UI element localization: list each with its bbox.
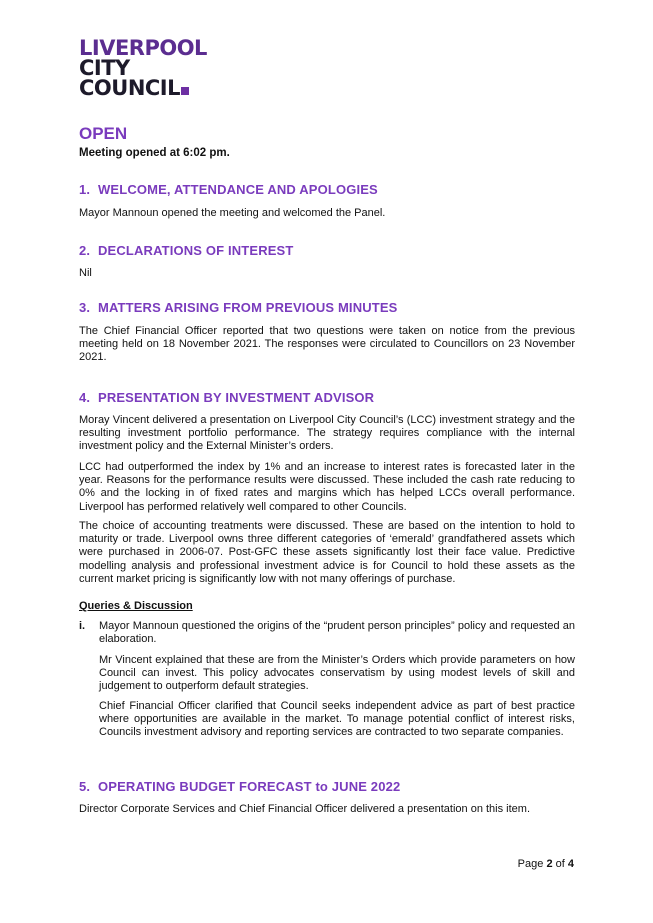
section-2-text: Nil <box>79 267 92 279</box>
section-2-heading: 2. DECLARATIONS OF INTEREST <box>79 243 294 258</box>
query-i-paragraph-2: Mr Vincent explained that these are from the Minister’s Orders which provide parameters on how Council can invest. This policy advocates conservatism by using modest levels of skill and judgement to outperform default strategies. <box>99 654 575 693</box>
query-i-paragraph-1: Mayor Mannoun questioned the origins of the “prudent person principles” policy and requested an elaboration. <box>99 620 575 646</box>
section-1-text: Mayor Mannoun opened the meeting and welcomed the Panel. <box>79 207 386 219</box>
query-i-paragraph-3: Chief Financial Officer clarified that Council seeks independent advice as part of best practice where opportunities are available in the market. To manage potential conflict of interest risks, Councils investment advisory and reporting services are contracted to two separate companies. <box>99 700 575 739</box>
query-i-numeral: i. <box>79 620 86 632</box>
logo-line-2: CITY <box>79 56 130 80</box>
section-4-paragraph-3: The choice of accounting treatments were discussed. These are based on the intention to hold to maturity or trade. Liverpool owns three different categories of ‘emerald’ grandfathered assets which were purchased in 2006-07. Post-GFC these assets significantly lost their face value. Predictive modelling analysis and professional investment advice is for Council to hold these assets as the current market pricing is significantly low with not many offerings of purchase. <box>79 520 575 585</box>
section-4-heading: 4. PRESENTATION BY INVESTMENT ADVISOR <box>79 390 375 405</box>
queries-discussion-heading: Queries & Discussion <box>79 600 193 612</box>
council-logo <box>79 38 229 98</box>
section-4-paragraph-2: LCC had outperformed the index by 1% and an increase to interest rates is forecasted later in the year. Reasons for the performance results were discussed. These included the cash rate reducing to 0% and the locking in of fixed rates and margins which has helped LCCs overall performance. Liverpool has performed relatively well compared to other Councils. <box>79 461 575 513</box>
section-1-heading: 1. WELCOME, ATTENDANCE AND APOLOGIES <box>79 182 378 197</box>
section-4-paragraph-1: Moray Vincent delivered a presentation on Liverpool City Council’s (LCC) investment strategy and the resulting investment portfolio performance. The strategy requires compliance with the internal investment policy and the External Minister’s orders. <box>79 414 575 453</box>
section-3-heading: 3. MATTERS ARISING FROM PREVIOUS MINUTES <box>79 300 398 315</box>
logo-line-1: LIVERPOOL <box>79 36 207 60</box>
meeting-opened-text: Meeting opened at 6:02 pm. <box>79 147 230 159</box>
logo-dot-icon <box>181 87 189 95</box>
section-3-text: The Chief Financial Officer reported that two questions were taken on notice from the previous meeting held on 18 November 2021. The responses were circulated to Councillors on 23 November 2021. <box>79 325 575 364</box>
page-number: Page 2 of 4 <box>517 858 574 870</box>
section-5-heading: 5. OPERATING BUDGET FORECAST to JUNE 2022 <box>79 779 401 794</box>
logo-line-3: COUNCIL <box>79 78 229 98</box>
open-title: OPEN <box>79 124 128 143</box>
section-5-text: Director Corporate Services and Chief Financial Officer delivered a presentation on this item. <box>79 803 531 815</box>
